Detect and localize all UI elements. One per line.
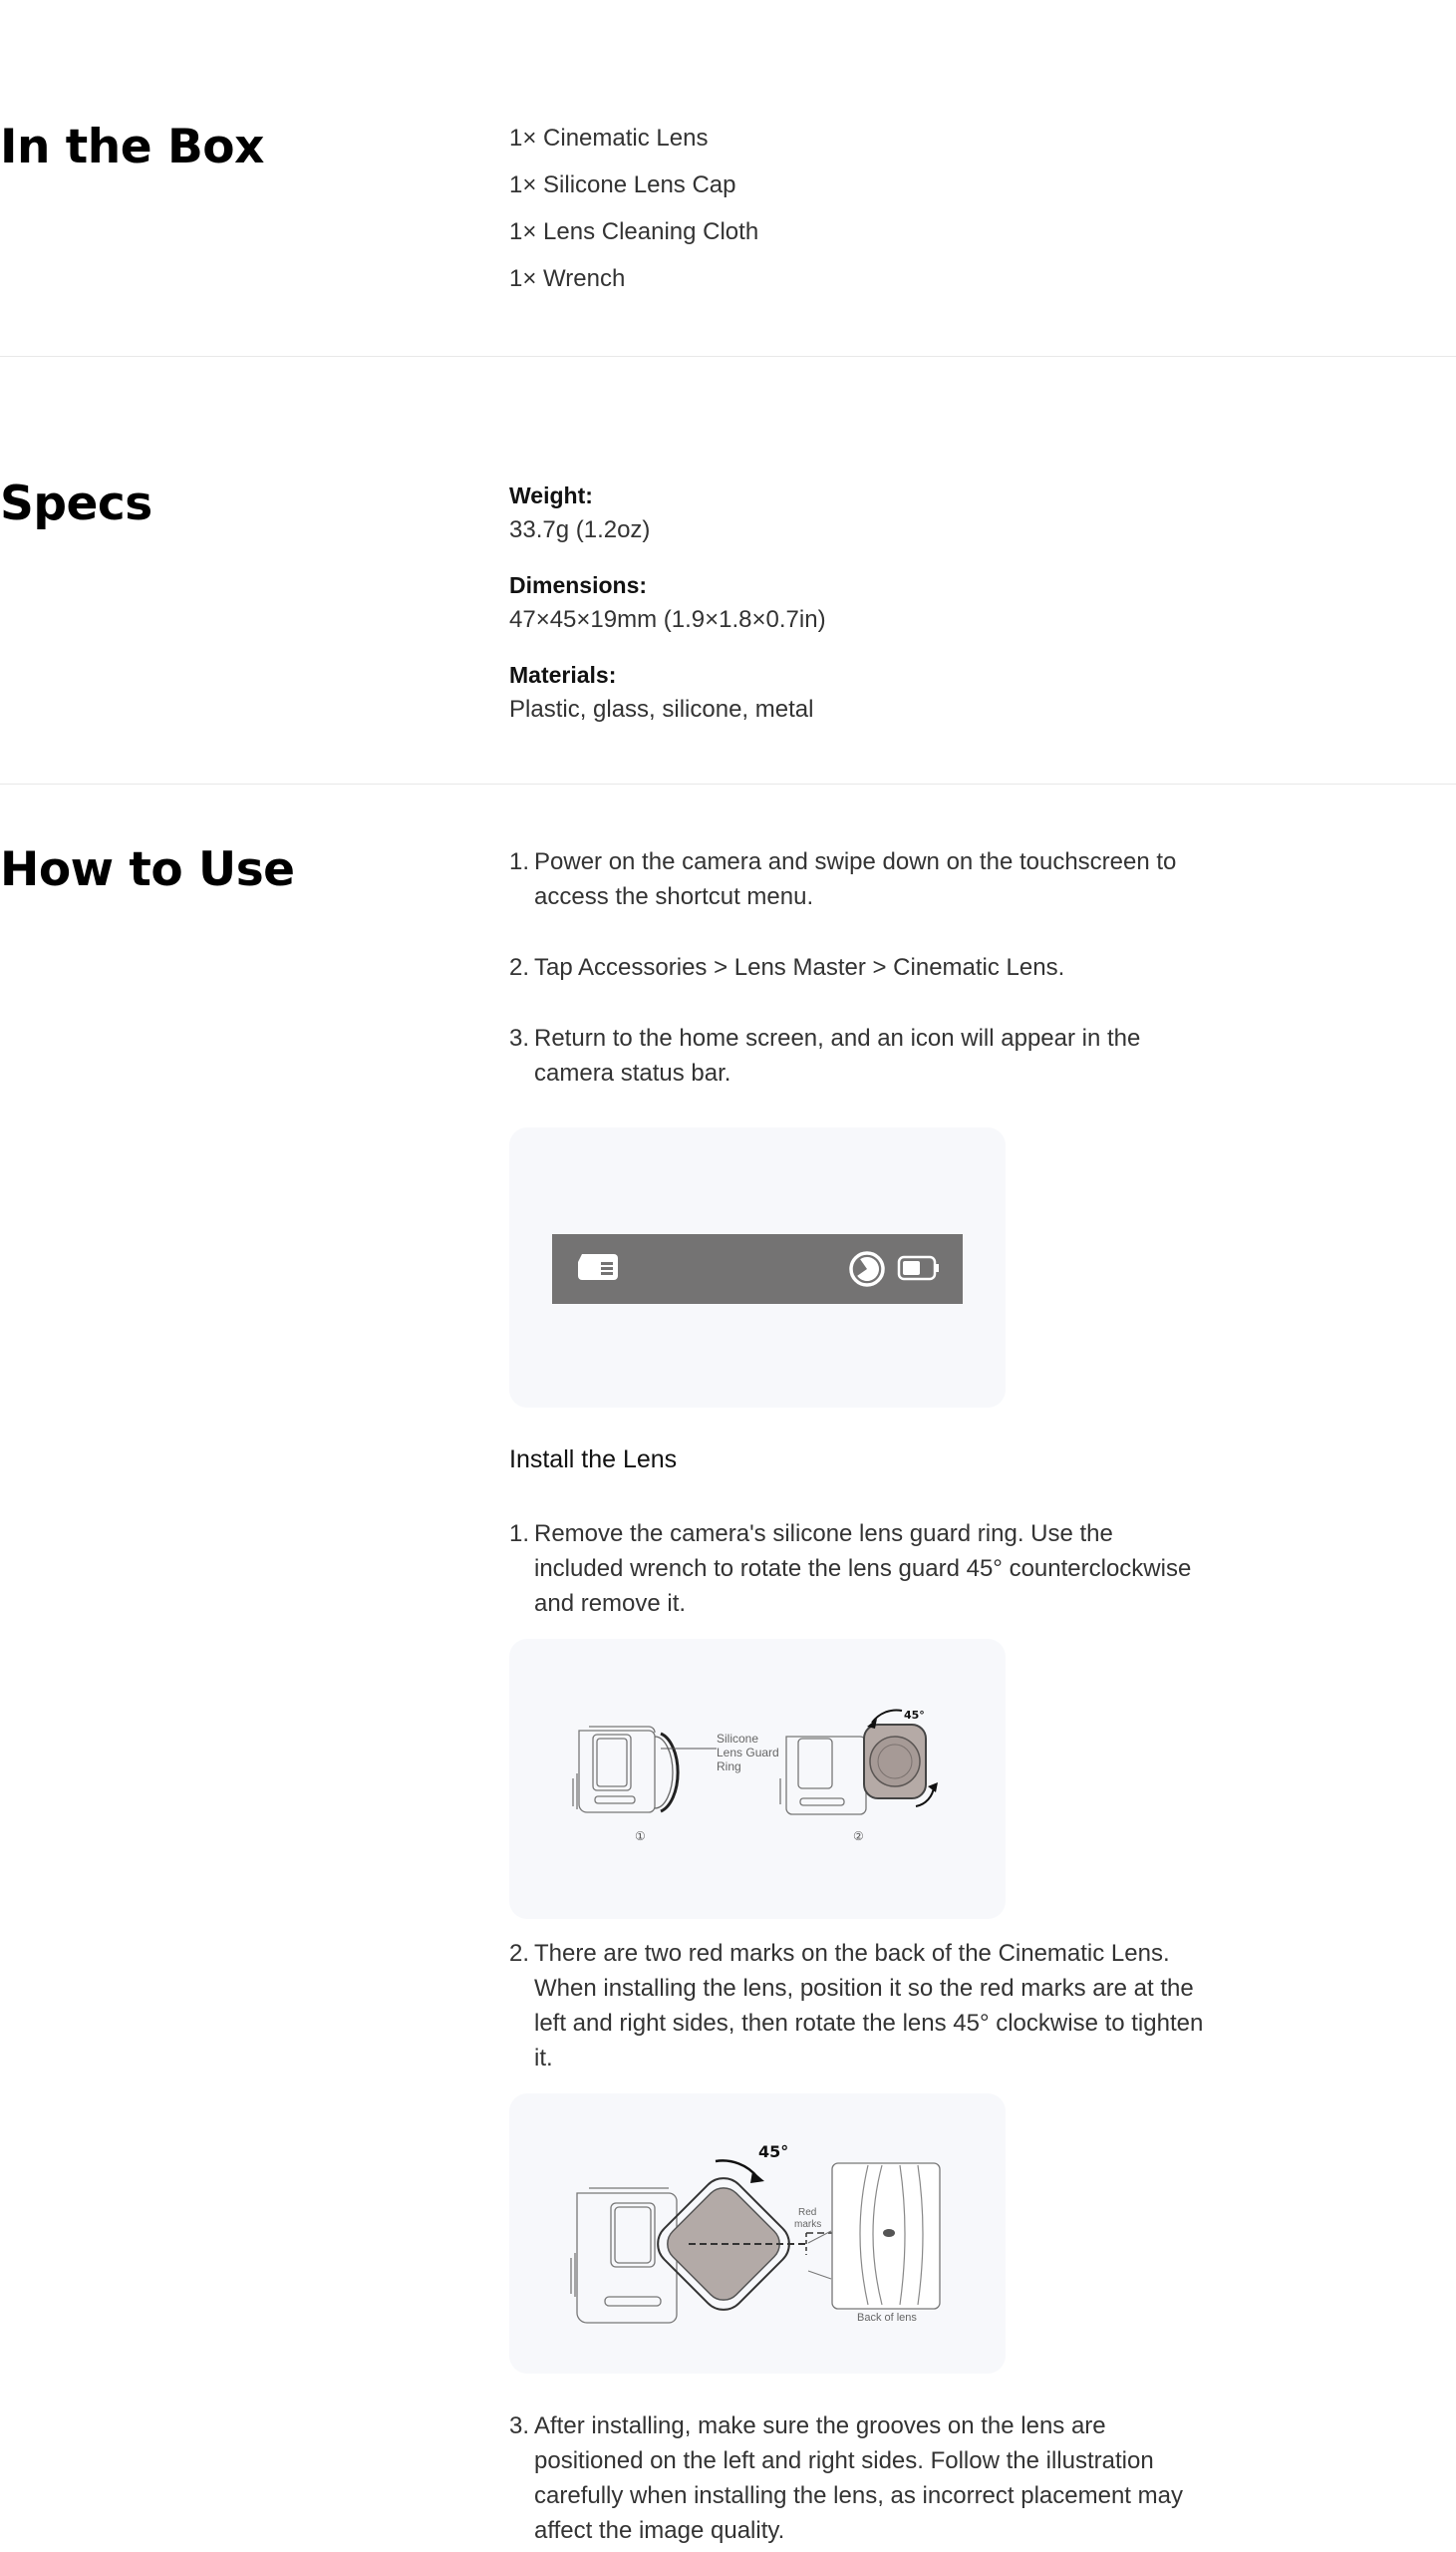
in-the-box-title: In the Box	[0, 120, 264, 174]
step-text: Remove the camera's silicone lens guard ring. Use the included wrench to rotate the lens guard 45° counterclockwise and remove it.	[534, 1520, 1192, 1617]
step-b-marker: ②	[853, 1829, 864, 1843]
step-item	[509, 1936, 1207, 2075]
red-marks-label-line1: Red	[798, 2207, 817, 2218]
spec-value: 33.7g (1.2oz)	[509, 516, 651, 543]
attach-lens-illustration	[509, 2093, 1006, 2374]
specs-list	[509, 478, 1207, 748]
ring-label-line1: Silicone	[717, 1732, 759, 1746]
step-text: Return to the home screen, and an icon will appear in the camera status bar.	[534, 1025, 1141, 1087]
back-of-lens-label: Back of lens	[857, 2312, 917, 2324]
step-number: 3.	[509, 1025, 530, 1052]
spec-weight	[509, 478, 1207, 548]
in-the-box-section	[0, 0, 1456, 357]
in-the-box-list	[509, 115, 1207, 302]
spec-materials	[509, 658, 1207, 728]
step-text: After installing, make sure the grooves on the lens are positioned on the left and right sides. Follow the illustration carefully when installing the lens, as incorrect placement may affect the image quality.	[534, 2412, 1183, 2544]
install-lens-heading: Install the Lens	[509, 1445, 678, 1473]
battery-icon	[897, 1254, 941, 1282]
box-item: 1× Silicone Lens Cap	[509, 171, 736, 198]
step-text: Tap Accessories > Lens Master > Cinematic Lens.	[534, 954, 1065, 981]
step-number: 2.	[509, 954, 530, 981]
step-text: Power on the camera and swipe down on the touchscreen to access the shortcut menu.	[534, 848, 1177, 910]
step-item	[509, 844, 1207, 914]
spec-value: Plastic, glass, silicone, metal	[509, 696, 814, 723]
how-to-use-title: How to Use	[0, 842, 295, 897]
rotation-angle-label: 45°	[758, 2142, 789, 2161]
section-divider	[0, 784, 1456, 785]
status-bar-figure	[509, 1127, 1006, 1408]
step-item	[509, 1021, 1207, 1091]
specs-title: Specs	[0, 477, 152, 531]
ring-label-line3: Ring	[717, 1759, 741, 1773]
camera-status-bar	[552, 1234, 963, 1304]
remove-guard-figure	[509, 1639, 1006, 1919]
spec-value: 47×45×19mm (1.9×1.8×0.7in)	[509, 606, 826, 633]
step-a-marker: ①	[635, 1829, 646, 1843]
spec-label: Weight:	[509, 482, 593, 508]
red-marks-label-line2: marks	[794, 2219, 822, 2230]
box-item: 1× Cinematic Lens	[509, 125, 709, 152]
attach-lens-figure	[509, 2093, 1006, 2374]
spec-label: Dimensions:	[509, 572, 648, 598]
step-item	[509, 950, 1207, 985]
lens-mode-icon	[848, 1250, 886, 1288]
step-number: 3.	[509, 2412, 530, 2439]
install-step-3	[509, 2408, 1207, 2548]
spec-label: Materials:	[509, 662, 617, 688]
step-item	[509, 1516, 1207, 1621]
remove-guard-illustration	[509, 1639, 1006, 1919]
sd-card-icon	[576, 1252, 620, 1282]
step-item	[509, 2408, 1207, 2548]
step-number: 2.	[509, 1940, 530, 1967]
how-to-use-steps	[509, 844, 1207, 1091]
box-item: 1× Wrench	[509, 265, 626, 292]
install-step-1	[509, 1516, 1207, 1621]
install-step-2	[509, 1936, 1207, 2075]
box-item: 1× Lens Cleaning Cloth	[509, 218, 759, 245]
angle-label: 45°	[904, 1709, 925, 1722]
specs-section	[0, 357, 1456, 784]
spec-dimensions	[509, 568, 1207, 638]
step-number: 1.	[509, 848, 530, 875]
ring-label-line2: Lens Guard	[717, 1746, 779, 1759]
step-text: There are two red marks on the back of the Cinematic Lens. When installing the lens, position it so the red marks are at the left and right sides, then rotate the lens 45° clockwise to tighten it.	[534, 1940, 1204, 2072]
step-number: 1.	[509, 1520, 530, 1547]
